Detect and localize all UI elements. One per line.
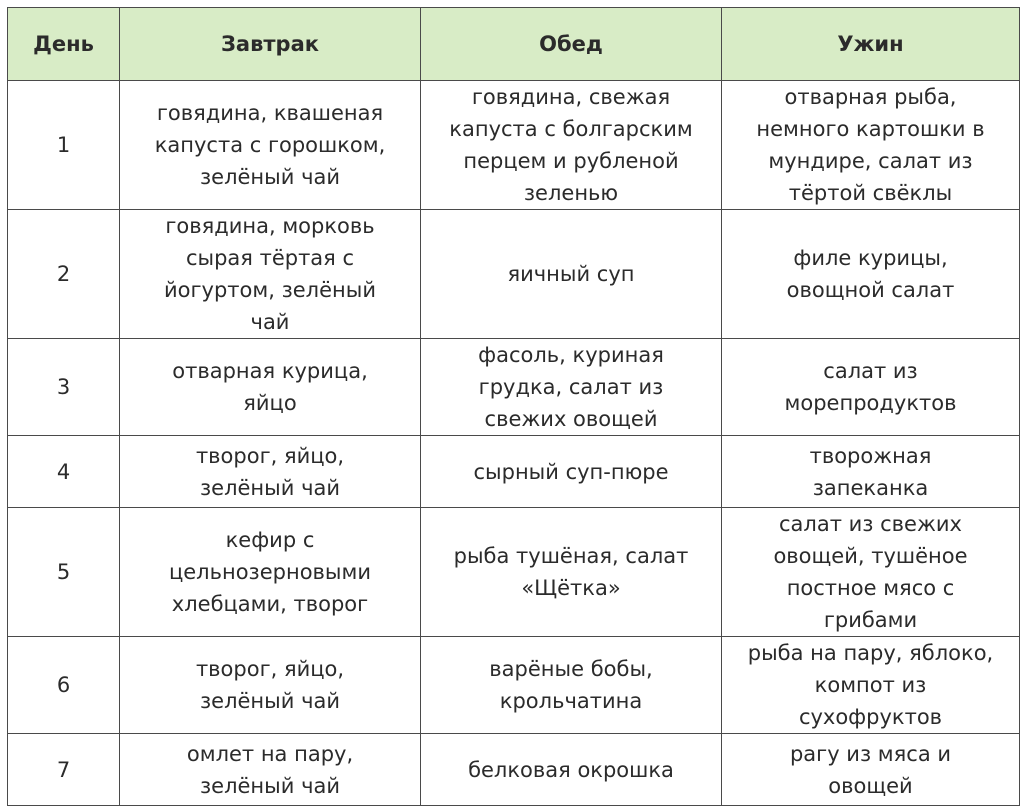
table-row: [8, 210, 1020, 339]
breakfast-cell: творог, яйцо, зелёный чай: [120, 436, 421, 508]
table-row: [8, 637, 1020, 734]
day-cell: 4: [8, 436, 120, 508]
dinner-cell: салат из морепродуктов: [722, 339, 1020, 436]
lunch-cell: сырный суп-пюре: [421, 436, 722, 508]
dinner-cell: рыба на пару, яблоко, компот из сухофруктов: [722, 637, 1020, 734]
dinner-cell: рагу из мяса и овощей: [722, 734, 1020, 806]
breakfast-cell: отварная курица, яйцо: [120, 339, 421, 436]
lunch-cell: говядина, свежая капуста с болгарским перцем и рубленой зеленью: [421, 81, 722, 210]
day-cell: 7: [8, 734, 120, 806]
table-row: [8, 81, 1020, 210]
dinner-cell: салат из свежих овощей, тушёное постное мясо с грибами: [722, 508, 1020, 637]
breakfast-cell: говядина, морковь сырая тёртая с йогуртом, зелёный чай: [120, 210, 421, 339]
header-dinner: Ужин: [722, 8, 1020, 81]
header-breakfast: Завтрак: [120, 8, 421, 81]
breakfast-cell: творог, яйцо, зелёный чай: [120, 637, 421, 734]
day-cell: 2: [8, 210, 120, 339]
breakfast-cell: кефир с цельнозерновыми хлебцами, творог: [120, 508, 421, 637]
lunch-cell: рыба тушёная, салат «Щётка»: [421, 508, 722, 637]
breakfast-cell: омлет на пару, зелёный чай: [120, 734, 421, 806]
dinner-cell: творожная запеканка: [722, 436, 1020, 508]
lunch-cell: яичный суп: [421, 210, 722, 339]
meal-plan-table: [7, 7, 1020, 806]
lunch-cell: фасоль, куриная грудка, салат из свежих овощей: [421, 339, 722, 436]
dinner-cell: филе курицы, овощной салат: [722, 210, 1020, 339]
lunch-cell: варёные бобы, крольчатина: [421, 637, 722, 734]
header-row: [8, 8, 1020, 81]
day-cell: 5: [8, 508, 120, 637]
day-cell: 1: [8, 81, 120, 210]
table-row: [8, 436, 1020, 508]
header-lunch: Обед: [421, 8, 722, 81]
breakfast-cell: говядина, квашеная капуста с горошком, зелёный чай: [120, 81, 421, 210]
dinner-cell: отварная рыба, немного картошки в мундире, салат из тёртой свёклы: [722, 81, 1020, 210]
table-row: [8, 339, 1020, 436]
table-row: [8, 508, 1020, 637]
day-cell: 3: [8, 339, 120, 436]
day-cell: 6: [8, 637, 120, 734]
lunch-cell: белковая окрошка: [421, 734, 722, 806]
table-row: [8, 734, 1020, 806]
header-day: День: [8, 8, 120, 81]
